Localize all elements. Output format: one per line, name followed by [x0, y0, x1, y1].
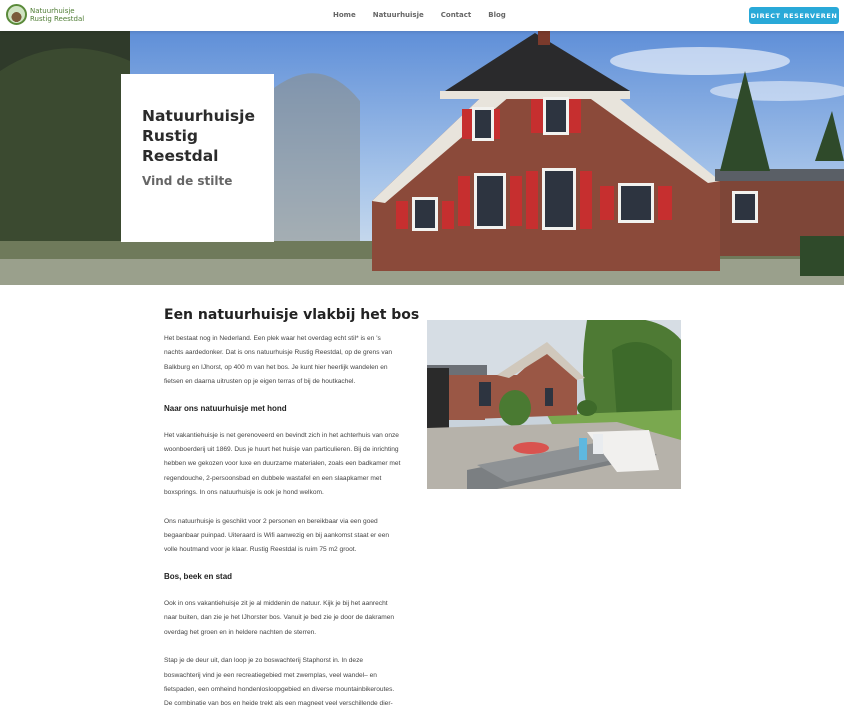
- logo-text: [30, 7, 84, 23]
- nav-contact[interactable]: Contact: [440, 11, 472, 19]
- paragraph-line: Het vakantiehuisje is net gerenoveerd en bevindt zich in het achterhuis van onze: [164, 431, 399, 439]
- nav-natuurhuisje[interactable]: Natuurhuisje: [372, 11, 424, 19]
- paragraph-line: woonboerderij uit 1869. Dus je huurt het huisje van particulieren. Bij de inrichting: [164, 446, 399, 454]
- paragraph-line: Stap je de deur uit, dan loop je zo boswachterij Staphorst in. In deze: [164, 657, 364, 665]
- paragraph-geschikt: [164, 515, 422, 558]
- paragraph-line: hebben we gekozen voor luxe en duurzame materialen, zoals een badkamer met: [164, 460, 401, 468]
- intro-line: fietsen en daarna uitrusten op je eigen terras of bij de houtkachel.: [164, 378, 356, 386]
- paragraph-line: regendouche, 2-persoonsbad en dubbele wastafel en een slaapkamer met: [164, 474, 382, 482]
- section-heading-bos: Bos, beek en stad: [164, 571, 233, 581]
- nav-home[interactable]: Home: [333, 11, 356, 19]
- paragraph-line: boxsprings. In ons natuurhuisje is ook je hond welkom.: [164, 489, 324, 497]
- terrace-garden-image: [427, 320, 681, 489]
- paragraph-line: Ook in ons vakantiehuisje zit je al middenin de natuur. Kijk je bij het aanrecht: [164, 599, 388, 607]
- main-content: [164, 307, 422, 712]
- hero-title-line-2: Rustig: [142, 127, 199, 145]
- logo-house-icon: [6, 4, 27, 25]
- paragraph-line: boswachterij vind je een recreatiegebied met zwemplas, veel wandel– en: [164, 671, 377, 679]
- logo[interactable]: [6, 4, 84, 25]
- paragraph-natuur: [164, 597, 422, 640]
- hero-subtitle: Vind de stilte: [142, 174, 233, 188]
- section-heading-hond: Naar ons natuurhuisje met hond: [164, 403, 287, 413]
- paragraph-line: De combinatie van bos en heide trekt als een magneet veel verschillende dier-: [164, 700, 393, 708]
- intro-line: nachts aardedonker. Dat is ons natuurhuisje Rustig Reestdal, op de grens van: [164, 349, 392, 357]
- intro-line: Het bestaat nog in Nederland. Een plek waar het overdag echt stil* is en 's: [164, 335, 381, 342]
- hero-title-line-3: Reestdal: [142, 147, 219, 165]
- terrace-photo: [427, 320, 681, 489]
- paragraph-line: begaanbaar puinpad. Uiteraard is Wifi aanwezig en bij aankomst staat er een: [164, 532, 390, 540]
- paragraph-line: naar buiten, dan zie je het IJhorster bos. Vanuit je bed zie je door de dakramen: [164, 614, 395, 622]
- paragraph-renovatie: [164, 429, 422, 501]
- paragraph-line: volle houtmand voor je klaar. Rustig Reestdal is ruim 75 m2 groot.: [164, 546, 357, 554]
- intro-paragraph: [164, 332, 422, 390]
- paragraph-line: Ons natuurhuisje is geschikt voor 2 personen en bereikbaar via een goed: [164, 517, 378, 525]
- logo-line-2: Rustig Reestdal: [30, 14, 85, 23]
- hero-title-line-1: Natuurhuisje: [142, 107, 255, 125]
- hero-title: [142, 106, 274, 166]
- direct-reserveren-button[interactable]: DIRECT RESERVEREN: [749, 7, 839, 24]
- site-header: [0, 0, 844, 31]
- paragraph-boswachterij: [164, 654, 422, 712]
- intro-line: Balkburg en IJhorst, op 400 m van het bos. Je kunt hier heerlijk wandelen en: [164, 363, 388, 371]
- nav-blog[interactable]: Blog: [488, 11, 506, 19]
- main-nav: [333, 11, 523, 19]
- hero-title-card: [121, 74, 274, 242]
- paragraph-line: overdag het groen en in heldere nachten de sterren.: [164, 628, 317, 636]
- paragraph-line: fietspaden, een omheind hondenlosloopgebied en diverse mountainbikeroutes.: [164, 685, 395, 693]
- page-heading: Een natuurhuisje vlakbij het bos: [164, 307, 420, 323]
- hero-banner: [0, 31, 844, 285]
- logo-line-1: Natuurhuisje: [30, 6, 75, 15]
